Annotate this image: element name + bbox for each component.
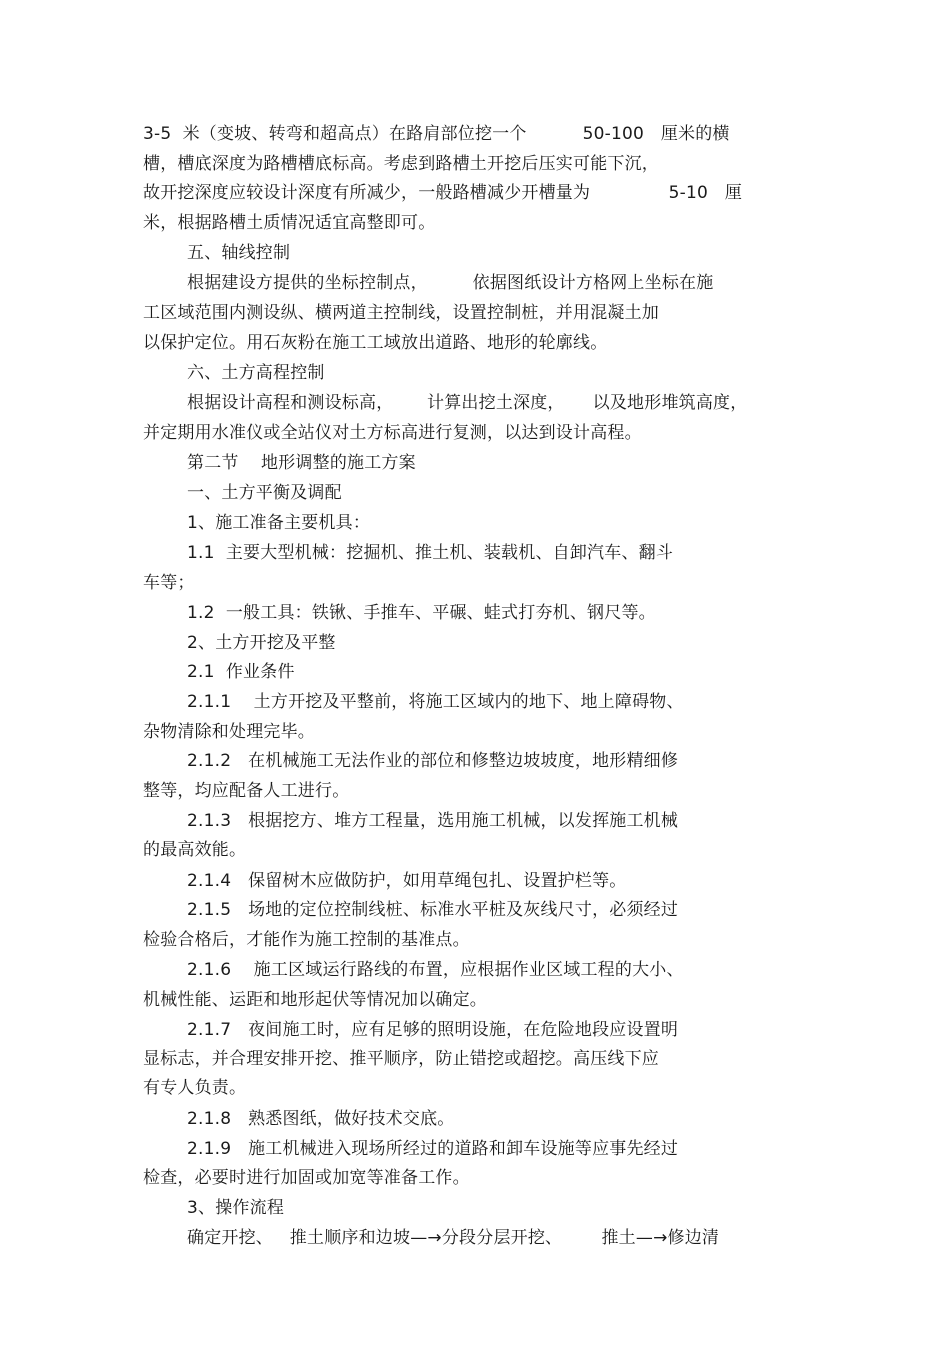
text-line: 车等； (143, 573, 195, 593)
text-line: 2.1 作业条件 (187, 662, 295, 682)
text-line: 五、轴线控制 (187, 243, 291, 263)
text-line: 检验合格后，才能作为施工控制的基准点。 (143, 930, 470, 950)
text-line: 2.1.7 夜间施工时，应有足够的照明设施，在危险地段应设置明 (187, 1020, 679, 1040)
text-line: 故开挖深度应较设计深度有所减少，一般路槽减少开槽量为 5-10 厘 (143, 183, 743, 203)
text-line: 2.1.2 在机械施工无法作业的部位和修整边坡坡度，地形精细修 (187, 751, 679, 771)
text-line: 并定期用水准仪或全站仪对土方标高进行复测，以达到设计高程。 (143, 423, 642, 443)
text-line: 2.1.6 施工区域运行路线的布置，应根据作业区域工程的大小、 (187, 960, 684, 980)
text-line: 显标志，并合理安排开挖、推平顺序，防止错挖或超挖。高压线下应 (143, 1049, 659, 1069)
text-line: 米，根据路槽土质情况适宜高整即可。 (143, 213, 436, 233)
text-line: 机械性能、运距和地形起伏等情况加以确定。 (143, 990, 487, 1010)
text-line: 3、操作流程 (187, 1198, 285, 1218)
text-line: 2.1.3 根据挖方、堆方工程量，选用施工机械，以发挥施工机械 (187, 811, 679, 831)
text-line: 2.1.4 保留树木应做防护，如用草绳包扎、设置护栏等。 (187, 871, 627, 891)
text-line: 确定开挖、 推土顺序和边坡—→分段分层开挖、 推土—→修边清 (187, 1228, 720, 1248)
text-line: 3-5 米（变坡、转弯和超高点）在路肩部位挖一个 50-100 厘米的横 (143, 124, 730, 144)
text-line: 检查，必要时进行加固或加宽等准备工作。 (143, 1168, 470, 1188)
text-line: 有专人负责。 (143, 1078, 247, 1098)
text-line: 六、土方高程控制 (187, 363, 325, 383)
text-line: 杂物清除和处理完毕。 (143, 722, 315, 742)
text-line: 2.1.1 土方开挖及平整前，将施工区域内的地下、地上障碍物、 (187, 692, 684, 712)
text-line: 2.1.8 熟悉图纸，做好技术交底。 (187, 1109, 455, 1129)
text-line: 第二节 地形调整的施工方案 (187, 453, 416, 473)
text-line: 以保护定位。用石灰粉在施工工域放出道路、地形的轮廓线。 (143, 333, 608, 353)
text-line: 1.2 一般工具：铁锹、手推车、平碾、蛙式打夯机、钢尺等。 (187, 603, 656, 623)
text-line: 的最高效能。 (143, 840, 247, 860)
text-line: 2.1.5 场地的定位控制线桩、标准水平桩及灰线尺寸，必须经过 (187, 900, 679, 920)
text-line: 2、土方开挖及平整 (187, 633, 336, 653)
text-line: 1、施工准备主要机具： (187, 513, 371, 533)
text-line: 槽，槽底深度为路槽槽底标高。考虑到路槽土开挖后压实可能下沉， (143, 154, 659, 174)
text-line: 根据设计高程和测设标高， 计算出挖土深度， 以及地形堆筑高度， (187, 393, 748, 413)
text-line: 1.1 主要大型机械：挖掘机、推土机、装载机、自卸汽车、翻斗 (187, 543, 674, 563)
text-line: 工区域范围内测设纵、横两道主控制线，设置控制桩，并用混凝土加 (143, 303, 659, 323)
text-line: 根据建设方提供的坐标控制点， 依据图纸设计方格网上坐标在施 (187, 273, 714, 293)
text-line: 2.1.9 施工机械进入现场所经过的道路和卸车设施等应事先经过 (187, 1139, 679, 1159)
text-line: 一、土方平衡及调配 (187, 483, 342, 503)
text-line: 整等，均应配备人工进行。 (143, 781, 350, 801)
